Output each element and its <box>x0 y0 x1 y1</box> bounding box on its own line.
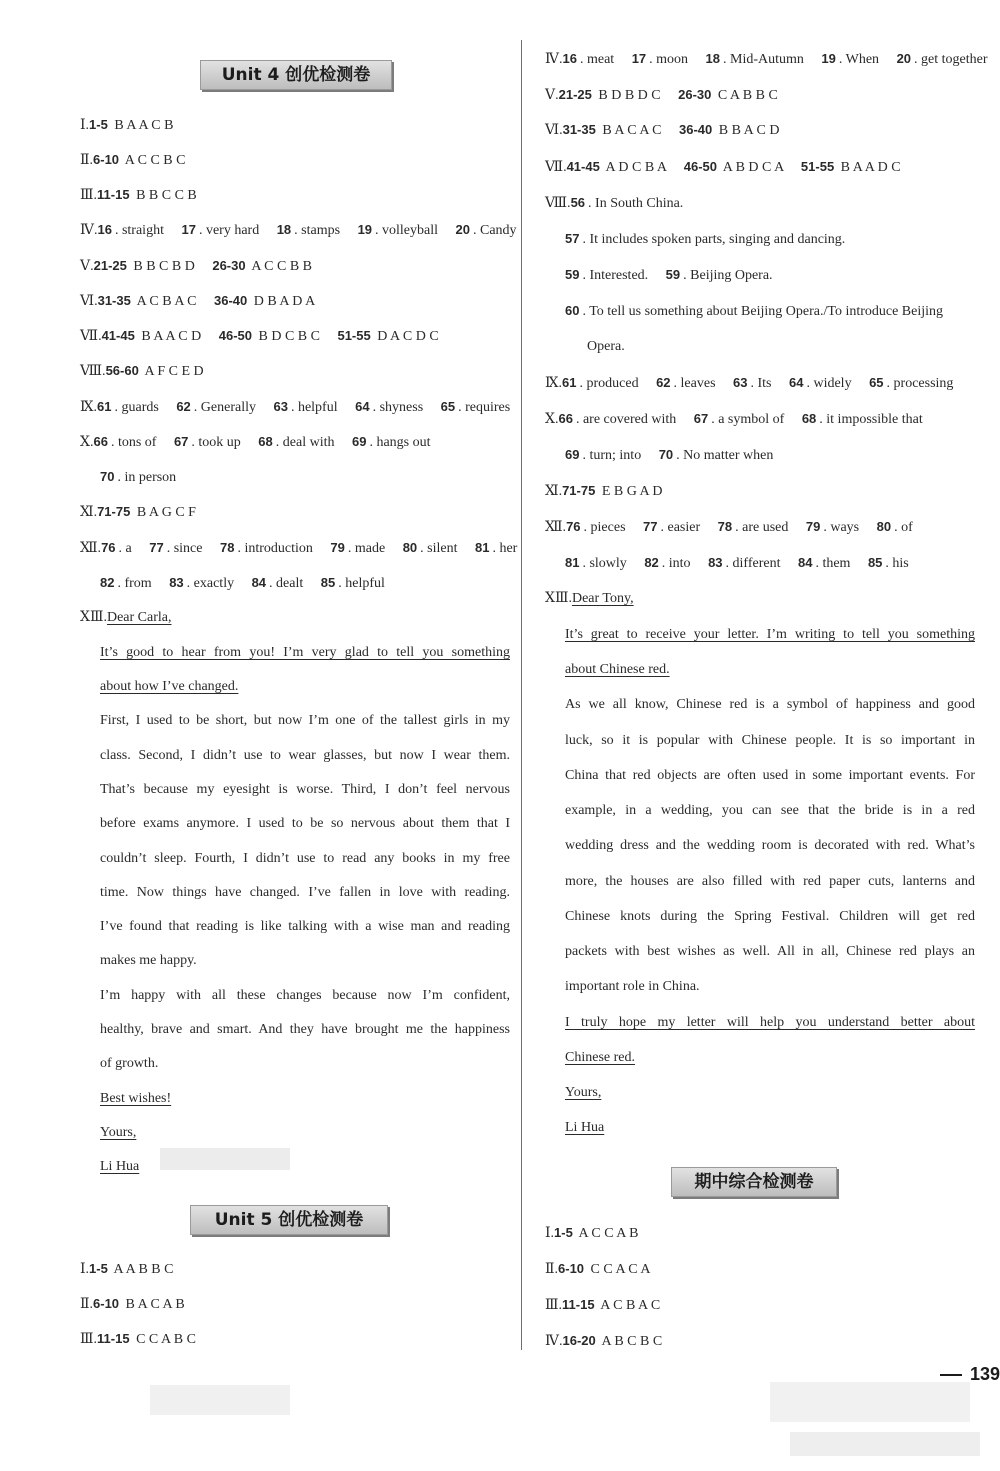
watermark-smudge <box>150 1385 290 1415</box>
answer-line <box>565 301 943 321</box>
question-section-label: Ⅹ. <box>80 435 94 450</box>
essay-line: healthy, brave and smart. And they have brought me the happiness <box>100 1022 510 1037</box>
answer-line <box>545 517 913 537</box>
question-section-label: Ⅻ. <box>80 541 102 556</box>
page-number-dash <box>940 1374 962 1376</box>
answer-line <box>80 256 312 276</box>
answer-line <box>80 185 197 205</box>
question-section-label: Ⅰ. <box>80 1262 90 1277</box>
answer-text: 57 . It includes spoken parts, singing and dancing. <box>565 231 846 247</box>
question-section-label: Ⅸ. <box>545 376 563 391</box>
answer-line <box>545 1295 660 1315</box>
answer-text: 16 . straight 17 . very hard 18 . stamps 19 . volleyball 20 . Candy <box>97 222 517 238</box>
answer-text: 71-75 E B G A D <box>562 483 663 499</box>
answer-text: 1-5 B A A C B <box>89 117 174 133</box>
essay-line: I truly hope my letter will help you understand better about <box>565 1015 975 1030</box>
answer-line <box>80 1294 185 1314</box>
question-section-label: Ⅷ. <box>545 196 571 211</box>
essay-salutation: ⅩⅢ.Dear Carla, <box>80 610 172 625</box>
unit5-title: Unit 5 创优检测卷 <box>190 1205 388 1235</box>
answer-line <box>80 115 173 135</box>
answer-text: 21-25 B B C B D 26-30 A C C B B <box>93 258 313 274</box>
answer-text: 31-35 B A C A C 36-40 B B A C D <box>562 122 780 138</box>
essay-line: before exams anymore. I used to be so nervous about them that I <box>100 816 510 831</box>
column-divider <box>521 40 522 1350</box>
essay-line: couldn’t sleep. Fourth, I didn’t use to read any books in my free <box>100 851 510 866</box>
answer-line <box>565 229 845 249</box>
watermark-logo <box>790 1432 980 1456</box>
question-section-label: Ⅴ. <box>80 259 94 274</box>
answer-text: 6-10 C C A C A <box>558 1261 651 1277</box>
answer-text: 31-35 A C B A C 36-40 D B A D A <box>97 293 316 309</box>
answer-line <box>80 1329 196 1349</box>
answer-line <box>80 150 185 170</box>
question-section-label: Ⅱ. <box>80 1297 94 1312</box>
answer-text: 21-25 B D B D C 26-30 C A B B C <box>558 87 778 103</box>
question-section-label: Ⅵ. <box>80 294 98 309</box>
answer-text: 69 . turn; into 70 . No matter when <box>565 447 774 463</box>
answer-line <box>545 409 923 429</box>
essay-line: Chinese knots during the Spring Festival. Children will get red <box>565 909 975 924</box>
question-section-label: Ⅺ. <box>545 484 563 499</box>
question-section-label: Ⅻ. <box>545 520 567 535</box>
answer-text: 76 . pieces 77 . easier 78 . are used 79 . ways 80 . of <box>566 519 913 535</box>
watermark-logo <box>770 1382 970 1422</box>
question-section-label: Ⅵ. <box>545 123 563 138</box>
essay-line: example, in a wedding, you can see that the bride is in a red <box>565 803 975 818</box>
question-section-label: Ⅺ. <box>80 505 98 520</box>
answer-line <box>80 361 204 381</box>
answer-text: 6-10 B A C A B <box>93 1296 185 1312</box>
question-section-label: Ⅰ. <box>80 118 90 133</box>
answer-text: 6-10 A C C B C <box>93 152 186 168</box>
question-section-label: Ⅷ. <box>80 364 106 379</box>
question-section-label: Ⅸ. <box>80 400 98 415</box>
question-section-label: Ⅳ. <box>80 223 98 238</box>
answer-text: 16-20 A B C B C <box>562 1333 663 1349</box>
answer-line <box>545 120 779 140</box>
answer-text: 1-5 A C C A B <box>554 1225 639 1241</box>
answer-line <box>545 1259 650 1279</box>
question-section-label: Ⅹ. <box>545 412 559 427</box>
answer-line <box>80 220 517 240</box>
question-section-label: Ⅲ. <box>80 188 98 203</box>
answer-line <box>80 538 517 558</box>
essay-line: As we all know, Chinese red is a symbol of happiness and good <box>565 697 975 712</box>
essay-line: It’s good to hear from you! I’m very glad to tell you something <box>100 645 510 660</box>
answer-text: 59 . Interested. 59 . Beijing Opera. <box>565 267 773 283</box>
page-number: 139 <box>940 1360 1000 1388</box>
watermark-smudge <box>160 1148 290 1170</box>
question-section-label: Ⅲ. <box>80 1332 98 1347</box>
answer-text: 66 . tons of 67 . took up 68 . deal with 69 . hangs out <box>93 434 431 450</box>
answer-line <box>545 1331 662 1351</box>
essay-line: I’ve found that reading is like talking with a wise man and reading <box>100 919 510 934</box>
answer-line <box>545 373 953 393</box>
essay-line: more, the houses are also filled with red paper cuts, lanterns and <box>565 874 975 889</box>
essay-line: of growth. <box>100 1056 159 1071</box>
essay-line: time. Now things have changed. I’ve fallen in love with reading. <box>100 885 510 900</box>
answer-text: 11-15 B B C C B <box>97 187 197 203</box>
answer-text: 41-45 B A A C D 46-50 B D C B C 51-55 D A C D C <box>101 328 439 344</box>
answer-line <box>80 291 315 311</box>
answer-line <box>80 1259 173 1279</box>
answer-line <box>80 502 196 522</box>
essay-salutation: ⅩⅢ.Dear Tony, <box>545 591 634 606</box>
essay-line: about how I’ve changed. <box>100 679 239 694</box>
question-section-label: Ⅶ. <box>545 160 567 175</box>
question-section-label: Ⅳ. <box>545 1334 563 1349</box>
answer-text: 82 . from 83 . exactly 84 . dealt 85 . helpful <box>100 575 385 591</box>
answer-line <box>80 326 439 346</box>
essay-section-label: ⅩⅢ. <box>80 610 107 625</box>
essay-line: luck, so it is popular with Chinese people. It is so important in <box>565 733 975 748</box>
answer-line <box>545 193 683 213</box>
essay-closing: Yours, <box>565 1085 602 1100</box>
essay-line: That’s because my eyesight is worse. Third, I don’t feel nervous <box>100 782 510 797</box>
question-section-label: Ⅲ. <box>545 1298 563 1313</box>
answer-line <box>545 481 663 501</box>
essay-line: packets with best wishes as well. All in all, Chinese red plays an <box>565 944 975 959</box>
midterm-title: 期中综合检测卷 <box>671 1167 837 1197</box>
essay-closing: Best wishes! <box>100 1091 172 1106</box>
answer-line <box>80 397 510 417</box>
answer-text: 11-15 C C A B C <box>97 1331 196 1347</box>
essay-line: makes me happy. <box>100 953 197 968</box>
answer-line <box>545 157 901 177</box>
answer-text: 76 . a 77 . since 78 . introduction 79 . made 80 . silent 81 . her <box>101 540 518 556</box>
answer-text: 60 . To tell us something about Beijing Opera./To introduce Beijing <box>565 303 944 319</box>
answer-text: 11-15 A C B A C <box>562 1297 661 1313</box>
essay-section-label: ⅩⅢ. <box>545 591 572 606</box>
answer-text: 61 . produced 62 . leaves 63 . Its 64 . widely 65 . processing <box>562 375 954 391</box>
question-section-label: Ⅱ. <box>80 153 94 168</box>
unit4-title: Unit 4 创优检测卷 <box>200 60 392 90</box>
answer-text: 16 . meat 17 . moon 18 . Mid-Autumn 19 . When 20 . get together <box>562 51 988 67</box>
answer-line <box>545 85 778 105</box>
answer-text: 81 . slowly 82 . into 83 . different 84 . them 85 . his <box>565 555 909 571</box>
question-section-label: Ⅰ. <box>545 1226 555 1241</box>
answer-line <box>545 49 988 69</box>
essay-line: It’s great to receive your letter. I’m writing to tell you something <box>565 627 975 642</box>
answer-line <box>100 467 176 487</box>
answer-line <box>80 432 431 452</box>
answer-line <box>565 553 909 573</box>
answer-line <box>587 337 625 357</box>
essay-line: about Chinese red. <box>565 662 670 677</box>
answer-text: Opera. <box>587 339 625 354</box>
answer-text: 61 . guards 62 . Generally 63 . helpful 64 . shyness 65 . requires <box>97 399 511 415</box>
question-section-label: Ⅶ. <box>80 329 102 344</box>
essay-signature: Li Hua <box>565 1120 605 1135</box>
answer-text: 71-75 B A G C F <box>97 504 196 520</box>
essay-line: I’m happy with all these changes because now I’m confident, <box>100 988 510 1003</box>
answer-text: 70 . in person <box>100 469 177 485</box>
essay-line: important role in China. <box>565 979 700 994</box>
answer-text: 66 . are covered with 67 . a symbol of 68 . it impossible that <box>558 411 923 427</box>
answer-text: 41-45 A D C B A 46-50 A B D C A 51-55 B A A D C <box>566 159 901 175</box>
answer-line <box>565 265 773 285</box>
answer-line <box>545 1223 638 1243</box>
question-section-label: Ⅱ. <box>545 1262 559 1277</box>
answer-line <box>565 445 773 465</box>
answer-line <box>100 573 385 593</box>
essay-signature: Li Hua <box>100 1159 140 1174</box>
question-section-label: Ⅳ. <box>545 52 563 67</box>
answer-text: 1-5 A A B B C <box>89 1261 174 1277</box>
essay-line: China that red objects are often used in some important events. For <box>565 768 975 783</box>
answer-text: 56 . In South China. <box>570 195 684 211</box>
essay-line: class. Second, I didn’t use to wear glasses, but now I wear them. <box>100 748 510 763</box>
essay-closing: Yours, <box>100 1125 137 1140</box>
essay-line: First, I used to be short, but now I’m one of the tallest girls in my <box>100 713 510 728</box>
essay-line: Chinese red. <box>565 1050 635 1065</box>
essay-line: wedding dress and the wedding room is decorated with red. What’s <box>565 838 975 853</box>
question-section-label: Ⅴ. <box>545 88 559 103</box>
answer-text: 56-60 A F C E D <box>105 363 204 379</box>
